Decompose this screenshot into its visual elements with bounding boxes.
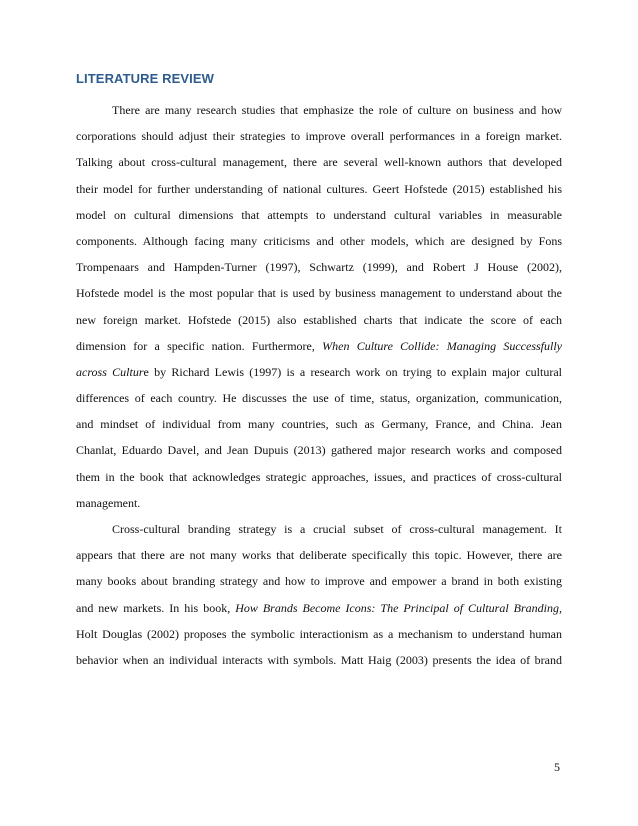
italic-title: How Brands Become Icons: The Principal of Cultural Branding, [235, 600, 562, 615]
text-line: behavior when an individual interacts with symbols. Matt Haig (2003) presents the idea of brand [76, 652, 562, 667]
text-line [76, 595, 562, 621]
text-line: Cross-cultural branding strategy is a crucial subset of cross-cultural management. It [112, 522, 562, 536]
text-line: corporations should adjust their strategies to improve overall performances in a foreign market. [76, 129, 562, 144]
section-heading: LITERATURE REVIEW [76, 71, 214, 86]
text-line: appears that there are not many works that deliberate specifically this topic. However, there are [76, 548, 562, 563]
text-line [76, 359, 562, 385]
text-run: dimension for a specific nation. Furthermore, [76, 338, 323, 353]
text-line: their model for further understanding of national cultures. Geert Hofstede (2015) established his [76, 181, 562, 196]
body-text [76, 97, 562, 673]
italic-title: When Culture Collide: Managing Successfully [322, 338, 562, 353]
text-line: Hofstede model is the most popular that is used by business management to understand about the [76, 286, 562, 301]
text-line: There are many research studies that emphasize the role of culture on business and how [112, 103, 562, 117]
text-line: them in the book that acknowledges strategic approaches, issues, and practices of cross-cultural [76, 469, 562, 484]
text-line: differences of each country. He discusses the use of time, status, organization, communication, [76, 391, 562, 406]
text-line: and mindset of individual from many countries, such as Germany, France, and China. Jean [76, 417, 562, 432]
text-run: and new markets. In his book, [76, 600, 236, 615]
text-line: model on cultural dimensions that attempts to understand cultural variables in measurable [76, 207, 562, 222]
text-line: Talking about cross-cultural management, there are several well-known authors that developed [76, 155, 562, 170]
page-number: 5 [554, 760, 560, 774]
text-line: components. Although facing many criticisms and other models, which are designed by Fons [76, 233, 562, 248]
text-line: Chanlat, Eduardo Davel, and Jean Dupuis (2013) gathered major research works and composed [76, 443, 562, 458]
text-run: e by Richard Lewis (1997) is a research work on trying to explain major cultural [143, 364, 562, 379]
text-line: many books about branding strategy and how to improve and empower a brand in both existing [76, 574, 562, 589]
italic-title: across Cultur [76, 364, 144, 379]
text-line: management. [76, 495, 141, 510]
text-line: Trompenaars and Hampden-Turner (1997), Schwartz (1999), and Robert J House (2002), [76, 260, 562, 275]
text-line: new foreign market. Hofstede (2015) also established charts that indicate the score of each [76, 312, 562, 327]
text-line [76, 333, 562, 359]
text-line: Holt Douglas (2002) proposes the symbolic interactionism as a mechanism to understand human [76, 626, 562, 641]
